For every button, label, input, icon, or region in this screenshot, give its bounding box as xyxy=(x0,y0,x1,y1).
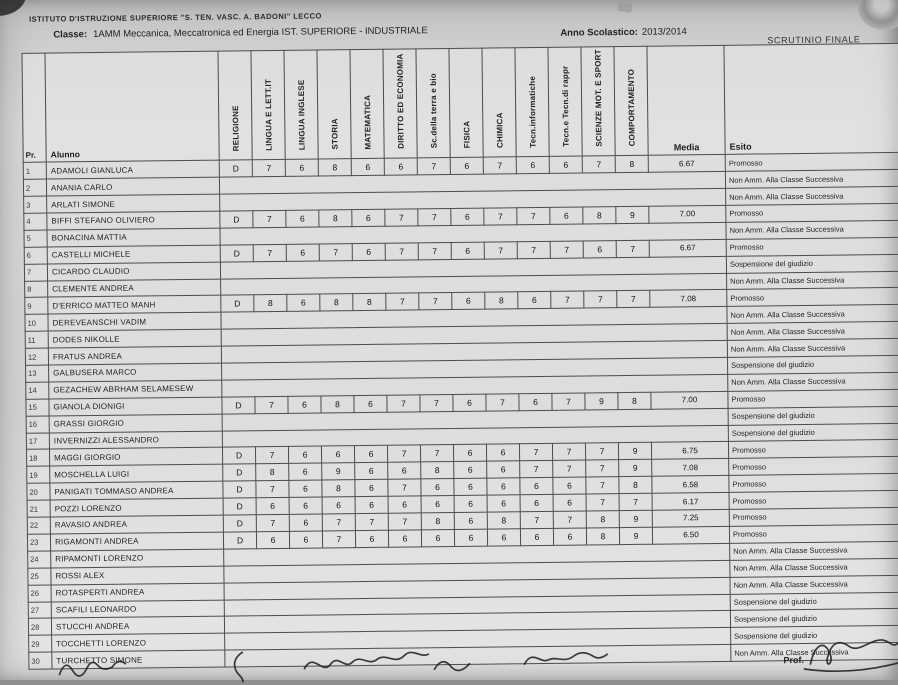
grade-cell: 6 xyxy=(451,208,484,225)
grade-cell: 6 xyxy=(388,496,421,513)
student-name-cell: CICARDO CLAUDIO xyxy=(47,262,220,281)
grade-cell: 6 xyxy=(549,156,582,173)
grade-cell: 7 xyxy=(586,460,619,477)
grade-cell: 6 xyxy=(553,528,586,545)
grade-cell: 7 xyxy=(553,460,586,477)
esito-cell: Non Amm. Alla Classe Successiva xyxy=(731,642,898,661)
grade-cell: 6 xyxy=(354,395,387,412)
esito-cell: Non Amm. Alla Classe Successiva xyxy=(730,541,898,560)
subject-header-label: CHIMICA xyxy=(494,112,505,148)
grade-cell: 6 xyxy=(450,157,483,174)
subject-header-label: MATEMATICA xyxy=(362,94,373,150)
grade-cell: 6 xyxy=(355,496,388,513)
column-header-alunno: Alunno xyxy=(45,51,219,162)
grade-cell: 7 xyxy=(552,393,585,410)
row-number: 3 xyxy=(24,196,47,213)
row-number: 17 xyxy=(26,433,49,450)
grade-cell: 6 xyxy=(352,209,385,226)
grade-cell: 6 xyxy=(454,512,487,529)
prof-label: Prof. xyxy=(783,654,804,666)
grade-cell: 6 xyxy=(288,446,321,463)
column-header-media: Media xyxy=(647,45,725,155)
student-name-cell: GRASSI GIORGIO xyxy=(49,414,222,433)
media-cell: 6.58 xyxy=(652,476,729,494)
grade-cell: 6 xyxy=(454,461,487,478)
esito-cell: Non Amm. Alla Classe Successiva xyxy=(725,170,898,189)
esito-cell: Non Amm. Alla Classe Successiva xyxy=(726,186,898,205)
media-cell: 6.50 xyxy=(652,526,729,544)
row-number: 23 xyxy=(27,534,50,551)
esito-cell: Promosso xyxy=(729,457,898,476)
subject-header-label: Tecn.e Tecn.di rappr xyxy=(560,65,571,148)
grade-cell: 7 xyxy=(418,208,451,225)
grades-table xyxy=(21,43,898,670)
grade-cell: 6 xyxy=(289,514,322,531)
grade-cell: 8 xyxy=(586,511,619,528)
grade-cell: 7 xyxy=(586,494,619,511)
media-cell: 7.00 xyxy=(649,205,726,223)
esito-cell: Sospensione del giudizio xyxy=(728,406,898,425)
grade-cell: 6 xyxy=(355,463,388,480)
student-name-cell: GALBUSERA MARCO xyxy=(49,363,222,382)
grade-cell: 7 xyxy=(551,291,584,308)
grade-cell: 7 xyxy=(387,445,420,462)
grade-cell: 6 xyxy=(321,446,354,463)
grade-cell: 9 xyxy=(322,463,355,480)
row-number: 28 xyxy=(28,618,51,635)
grade-cell: 6 xyxy=(289,497,322,514)
grade-cell: 7 xyxy=(585,443,618,460)
grade-cell: 6 xyxy=(453,445,486,462)
grade-cell: 7 xyxy=(520,461,553,478)
grade-cell: 6 xyxy=(352,243,385,260)
row-number: 16 xyxy=(26,416,49,433)
row-number: 4 xyxy=(24,213,47,230)
grade-cell: 6 xyxy=(454,529,487,546)
esito-cell: Promosso xyxy=(726,203,898,222)
grade-cell: 6 xyxy=(421,496,454,513)
grade-cell: 7 xyxy=(520,511,553,528)
row-number: 14 xyxy=(26,382,49,399)
grade-cell: 8 xyxy=(256,464,289,481)
grade-cell: 6 xyxy=(487,529,520,546)
grade-cell: 9 xyxy=(618,443,651,460)
column-header-subject xyxy=(548,47,582,157)
esito-cell: Promosso xyxy=(726,237,898,256)
subject-header-label: COMPORTAMENTO xyxy=(626,68,637,147)
grade-cell: 9 xyxy=(619,510,652,527)
grade-cell: D xyxy=(223,532,256,549)
grade-cell: 6 xyxy=(553,477,586,494)
grade-cell: 8 xyxy=(321,395,354,412)
student-name-cell: FRATUS ANDREA xyxy=(48,346,221,365)
grade-cell: D xyxy=(222,397,255,414)
grade-cell: 7 xyxy=(255,396,288,413)
grade-cell: 7 xyxy=(255,447,288,464)
esito-cell: Sospensione del giudizio xyxy=(727,355,898,374)
grade-cell: 7 xyxy=(386,293,419,310)
media-cell: 6.75 xyxy=(651,442,728,460)
grade-cell: 7 xyxy=(519,444,552,461)
grade-cell: D xyxy=(223,464,256,481)
row-number: 13 xyxy=(26,365,49,382)
student-name-cell: D'ERRICO MATTEO MANH xyxy=(48,296,221,315)
grade-cell: 7 xyxy=(483,157,516,174)
student-name-cell: ADAMOLI GIANLUCA xyxy=(46,160,219,179)
esito-cell: Sospensione del giudizio xyxy=(730,592,898,611)
grade-cell: 7 xyxy=(486,394,519,411)
grade-cell: 7 xyxy=(420,394,453,411)
grade-cell: 7 xyxy=(417,158,450,175)
grade-cell: 6 xyxy=(256,497,289,514)
grade-cell: 8 xyxy=(586,528,619,545)
row-number: 2 xyxy=(23,179,46,196)
grade-cell: 7 xyxy=(418,242,451,259)
esito-cell: Promosso xyxy=(729,490,898,509)
grade-cell: 6 xyxy=(520,494,553,511)
row-number: 26 xyxy=(28,585,51,602)
grade-cell: 6 xyxy=(487,478,520,495)
grade-cell: 6 xyxy=(452,293,485,310)
student-name-cell: MOSCHELLA LUIGI xyxy=(50,464,223,483)
media-cell: 7.25 xyxy=(652,509,729,527)
row-number: 22 xyxy=(27,517,50,534)
grade-cell: 6 xyxy=(453,394,486,411)
esito-cell: Promosso xyxy=(725,153,898,172)
grade-cell: 7 xyxy=(617,291,650,308)
student-name-cell: ARLATI SIMONE xyxy=(47,194,220,213)
class-line xyxy=(53,25,428,40)
column-header-pr: Pr. xyxy=(22,53,46,163)
grade-cell: 6 xyxy=(451,242,484,259)
grade-cell: 8 xyxy=(353,294,386,311)
column-header-subject xyxy=(482,48,516,158)
esito-cell: Non Amm. Alla Classe Successiva xyxy=(727,338,898,357)
class-value: 1AMM Meccanica, Meccatronica ed Energia IST. SUPERIORE - INDUSTRIALE xyxy=(93,25,428,41)
grade-cell: 8 xyxy=(619,476,652,493)
grade-cell: 8 xyxy=(583,207,616,224)
row-number: 20 xyxy=(27,483,50,500)
row-number: 7 xyxy=(24,264,47,281)
grade-cell: D xyxy=(220,211,253,228)
grade-cell: 6 xyxy=(289,463,322,480)
subject-header-label: Sc.della terra e bio xyxy=(428,73,439,149)
student-name-cell: CLEMENTE ANDREA xyxy=(48,279,221,298)
row-number: 29 xyxy=(29,635,52,652)
grade-cell: 7 xyxy=(586,477,619,494)
institute-name: ISTITUTO D'ISTRUZIONE SUPERIORE "S. TEN. VASC. A. BADONI" LECCO xyxy=(29,11,322,24)
school-year-value: 2013/2014 xyxy=(641,26,687,38)
grade-cell: 8 xyxy=(254,295,287,312)
media-cell: 6.17 xyxy=(652,492,729,510)
grade-cell: 7 xyxy=(319,243,352,260)
student-name-cell: STUCCHI ANDREA xyxy=(51,616,224,635)
column-header-esito: Esito xyxy=(724,43,898,154)
column-header-subject xyxy=(383,49,417,159)
esito-cell: Promosso xyxy=(729,524,898,543)
grade-cell: D xyxy=(223,498,256,515)
student-name-cell: CASTELLI MICHELE xyxy=(47,245,220,264)
grade-cell: 7 xyxy=(550,241,583,258)
grade-cell: 6 xyxy=(351,159,384,176)
grade-cell: 7 xyxy=(553,511,586,528)
esito-cell: Sospensione del giudizio xyxy=(728,423,898,442)
student-name-cell: TOCCHETTI LORENZO xyxy=(52,633,225,652)
grade-cell: 7 xyxy=(616,240,649,257)
grade-cell: 7 xyxy=(419,293,452,310)
grade-cell: D xyxy=(221,295,254,312)
grade-cell: 8 xyxy=(318,159,351,176)
grade-cell: 8 xyxy=(485,292,518,309)
grade-cell: 7 xyxy=(322,531,355,548)
student-name-cell: ROTASPERTI ANDREA xyxy=(51,583,224,602)
column-header-subject xyxy=(284,50,318,160)
grade-cell: 9 xyxy=(619,527,652,544)
esito-cell: Non Amm. Alla Classe Successiva xyxy=(730,558,898,577)
grade-cell: 6 xyxy=(288,396,321,413)
esito-cell: Promosso xyxy=(729,507,898,526)
grade-cell: D xyxy=(223,481,256,498)
grade-cell: 6 xyxy=(289,480,322,497)
column-header-subject xyxy=(614,46,648,156)
grade-cell: 7 xyxy=(256,514,289,531)
grade-cell: 7 xyxy=(387,395,420,412)
subject-header-label: FISICA xyxy=(461,120,472,149)
scan-artifact-smudge xyxy=(617,2,632,13)
subject-header-label: SCIENZE MOT. E SPORT xyxy=(592,49,604,147)
student-name-cell: MAGGI GIORGIO xyxy=(49,448,222,467)
student-name-cell: RAVASIO ANDREA xyxy=(50,515,223,534)
grade-cell: 8 xyxy=(322,480,355,497)
grade-cell: 6 xyxy=(454,478,487,495)
row-number: 30 xyxy=(29,652,52,669)
grade-cell: 6 xyxy=(583,240,616,257)
subject-header-label: LINGUA INGLESE xyxy=(296,79,307,151)
student-name-cell: PANIGATI TOMMASO ANDREA xyxy=(50,481,223,500)
column-header-subject xyxy=(581,47,615,157)
media-cell: 6.67 xyxy=(648,155,725,173)
grade-cell: 7 xyxy=(253,210,286,227)
row-number: 12 xyxy=(25,348,48,365)
row-number: 27 xyxy=(28,602,51,619)
student-name-cell: ROSSI ALEX xyxy=(51,566,224,585)
grade-cell: 9 xyxy=(619,460,652,477)
grade-cell: 7 xyxy=(385,243,418,260)
student-name-cell: ANANIA CARLO xyxy=(46,177,219,196)
grade-cell: 6 xyxy=(516,157,549,174)
column-header-subject xyxy=(317,50,351,160)
esito-cell: Promosso xyxy=(728,389,898,408)
subject-header-label: STORIA xyxy=(329,118,340,150)
grade-cell: 7 xyxy=(388,513,421,530)
grade-cell: 6 xyxy=(520,478,553,495)
grade-cell: 7 xyxy=(582,156,615,173)
row-number: 11 xyxy=(25,331,48,348)
media-cell: 7.08 xyxy=(652,459,729,477)
student-name-cell: DEREVEANSCHI VADIM xyxy=(48,312,221,331)
column-header-subject xyxy=(449,48,483,158)
grade-cell: 6 xyxy=(518,292,551,309)
subject-header-label: DIRITTO ED ECONOMIA xyxy=(395,53,406,149)
student-name-cell: RIGAMONTI ANDREA xyxy=(50,532,223,551)
school-year-line xyxy=(560,26,687,38)
student-name-cell: INVERNIZZI ALESSANDRO xyxy=(49,431,222,450)
student-name-cell: BIFFI STEFANO OLIVIERO xyxy=(47,211,220,230)
esito-cell: Sospensione del giudizio xyxy=(726,254,898,273)
class-label: Classe: xyxy=(53,29,88,41)
esito-cell: Promosso xyxy=(728,440,898,459)
grade-cell: 6 xyxy=(520,528,553,545)
esito-cell: Promosso xyxy=(727,288,898,307)
grade-cell: 6 xyxy=(287,294,320,311)
row-number: 18 xyxy=(26,450,49,467)
grade-cell: 9 xyxy=(616,206,649,223)
grade-cell: 6 xyxy=(553,494,586,511)
student-name-cell: BONACINA MATTIA xyxy=(47,228,220,247)
grade-cell: D xyxy=(223,515,256,532)
grade-cell: 6 xyxy=(256,531,289,548)
grade-cell: 6 xyxy=(421,529,454,546)
row-number: 5 xyxy=(24,230,47,247)
grade-cell: D xyxy=(219,160,252,177)
grade-cell: 6 xyxy=(519,393,552,410)
column-header-subject xyxy=(350,49,384,159)
esito-cell: Promosso xyxy=(729,474,898,493)
student-name-cell: TURCHETTO SIMONE xyxy=(52,650,225,669)
esito-cell: Non Amm. Alla Classe Successiva xyxy=(730,575,898,594)
esito-cell: Sospensione del giudizio xyxy=(730,609,898,628)
grade-cell: 6 xyxy=(286,210,319,227)
grade-cell: 7 xyxy=(385,209,418,226)
row-number: 8 xyxy=(25,281,48,298)
grade-cell: 6 xyxy=(421,479,454,496)
grade-cell: 7 xyxy=(484,242,517,259)
row-number: 15 xyxy=(26,399,49,416)
grade-cell: 6 xyxy=(388,462,421,479)
student-name-cell: SCAFILI LEONARDO xyxy=(51,600,224,619)
grade-cell: 6 xyxy=(487,495,520,512)
grade-cell: 7 xyxy=(388,479,421,496)
esito-cell: Non Amm. Alla Classe Successiva xyxy=(727,322,898,341)
row-number: 9 xyxy=(25,298,48,315)
row-number: 19 xyxy=(27,466,50,483)
grade-cell: 8 xyxy=(319,210,352,227)
media-cell: 7.08 xyxy=(650,290,727,308)
grade-cell: 8 xyxy=(421,513,454,530)
row-number: 10 xyxy=(25,314,48,331)
column-header-subject xyxy=(515,47,549,157)
esito-cell: Non Amm. Alla Classe Successiva xyxy=(728,372,898,391)
grade-cell: 7 xyxy=(552,443,585,460)
grade-cell: 8 xyxy=(618,392,651,409)
grade-cell: 6 xyxy=(355,530,388,547)
column-header-subject xyxy=(251,50,285,160)
grade-cell: 9 xyxy=(585,392,618,409)
subject-header-label: LINGUA E LETT.IT xyxy=(263,78,274,151)
grade-cell: 6 xyxy=(384,158,417,175)
grade-cell: 6 xyxy=(285,159,318,176)
grade-cell: 7 xyxy=(619,493,652,510)
grade-cell: 6 xyxy=(454,495,487,512)
grade-cell: 8 xyxy=(421,462,454,479)
grade-cell: 7 xyxy=(517,241,550,258)
grade-cell: 8 xyxy=(615,156,648,173)
row-number: 1 xyxy=(23,162,46,179)
grade-cell: D xyxy=(222,447,255,464)
student-name-cell: GEZACHEW ABRHAM SELAMESEW xyxy=(49,380,222,399)
esito-cell: Non Amm. Alla Classe Successiva xyxy=(727,305,898,324)
row-number: 25 xyxy=(28,568,51,585)
grade-cell: 7 xyxy=(484,208,517,225)
grade-cell: 7 xyxy=(252,160,285,177)
grade-cell: 6 xyxy=(550,207,583,224)
column-header-subject xyxy=(218,51,252,161)
grade-cell: 6 xyxy=(354,446,387,463)
grade-cell: 6 xyxy=(289,531,322,548)
grade-cell: 6 xyxy=(286,244,319,261)
student-name-cell: POZZI LORENZO xyxy=(50,498,223,517)
media-cell: 7.00 xyxy=(651,391,728,409)
column-header-subject xyxy=(416,48,450,158)
esito-cell: Non Amm. Alla Classe Successiva xyxy=(727,271,898,290)
grade-cell: 8 xyxy=(320,294,353,311)
grade-cell: 6 xyxy=(388,530,421,547)
esito-cell: Sospensione del giudizio xyxy=(731,626,898,645)
row-number: 24 xyxy=(28,551,51,568)
media-cell: 6.67 xyxy=(649,239,726,257)
grade-cell: D xyxy=(220,245,253,262)
grade-cell: 7 xyxy=(322,514,355,531)
student-name-cell: DODES NIKOLLE xyxy=(48,329,221,348)
grade-cell: 6 xyxy=(486,444,519,461)
grade-cell: 7 xyxy=(355,513,388,530)
grade-cell: 7 xyxy=(420,445,453,462)
scrutinio-title: SCRUTINIO FINALE xyxy=(767,34,861,46)
grade-cell: 7 xyxy=(584,291,617,308)
grade-cell: 6 xyxy=(355,479,388,496)
esito-cell: Non Amm. Alla Classe Successiva xyxy=(726,220,898,239)
grade-cell: 6 xyxy=(322,497,355,514)
student-name-cell: GIANOLA DIONIGI xyxy=(49,397,222,416)
grade-cell: 7 xyxy=(517,207,550,224)
subject-header-label: RELIGIONE xyxy=(230,104,241,151)
school-year-label: Anno Scolastico: xyxy=(560,26,638,39)
grade-cell: 7 xyxy=(253,244,286,261)
student-name-cell: RIPAMONTI LORENZO xyxy=(51,549,224,568)
row-number: 6 xyxy=(24,247,47,264)
subject-header-label: Tecn.informatiche xyxy=(527,75,538,148)
row-number: 21 xyxy=(27,500,50,517)
grade-cell: 6 xyxy=(487,461,520,478)
grade-cell: 7 xyxy=(256,481,289,498)
grade-cell: 8 xyxy=(487,512,520,529)
